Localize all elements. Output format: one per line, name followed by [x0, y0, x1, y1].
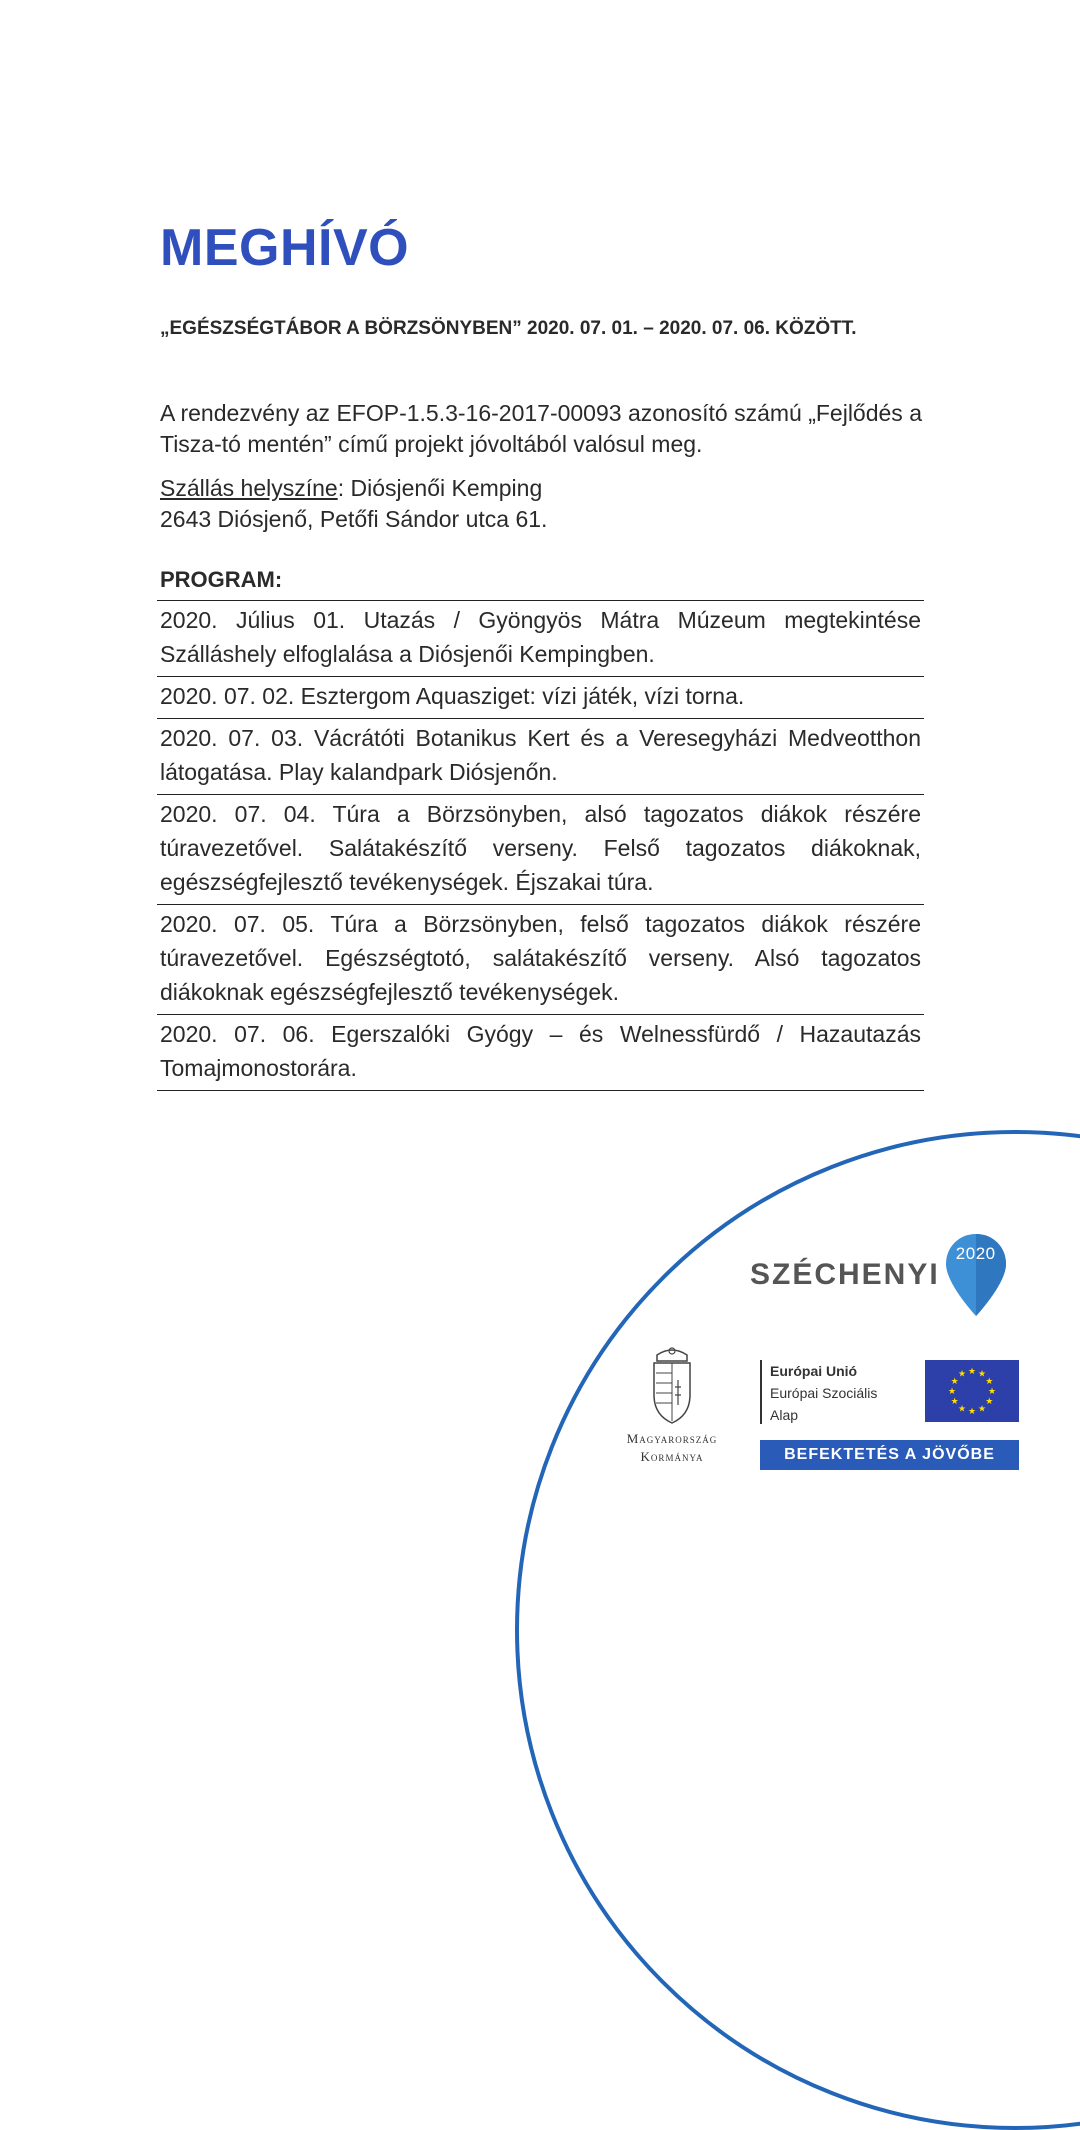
page-title: MEGHÍVÓ: [160, 219, 410, 277]
intro-paragraph: A rendezvény az EFOP-1.5.3-16-2017-00093 azonosító számú „Fejlődés a Tisza-tó mentén” című projekt jóvoltából valósul meg.: [160, 400, 922, 457]
program-row: 2020. Július 01. Utazás / Gyöngyös Mátra Múzeum megtekintése Szálláshely elfoglalása a Diósjenői Kempingben.: [157, 601, 924, 677]
program-table: [157, 600, 924, 1091]
eu-star-icon: ★: [967, 1406, 977, 1416]
eu-star-icon: ★: [947, 1386, 957, 1396]
eu-flag-icon: [925, 1360, 1019, 1422]
venue-label: Szállás helyszíne: [160, 475, 338, 501]
program-row: 2020. 07. 03. Vácrátóti Botanikus Kert és a Veresegyházi Medveotthon látogatása. Play kalandpark Diósjenőn.: [157, 719, 924, 795]
government-name-line1: Magyarország: [626, 1431, 718, 1446]
venue-block: [160, 473, 930, 535]
venue-name: : Diósjenői Kemping: [337, 475, 543, 501]
eu-line2: Európai Szociális: [770, 1385, 878, 1401]
program-row: 2020. 07. 04. Túra a Börzsönyben, alsó tagozatos diákok részére túravezetővel. Salátakészítő verseny. Felső tagozatos diákoknak, egészségfejlesztő tevékenységek. Éjszakai túra.: [157, 795, 924, 905]
pin-year: 2020: [955, 1244, 996, 1263]
eu-star-icon: ★: [985, 1396, 994, 1406]
eu-line1: Európai Unió: [770, 1363, 858, 1379]
eu-line3: Alap: [770, 1407, 799, 1423]
eu-star-icon: ★: [967, 1366, 977, 1376]
program-row: 2020. 07. 06. Egerszalóki Gyógy – és Welnessfürdő / Hazautazás Tomajmonostorára.: [157, 1015, 924, 1091]
eu-star-icon: ★: [950, 1396, 959, 1406]
government-logo: [612, 1345, 732, 1466]
szechenyi-text: SZÉCHENYI: [750, 1258, 940, 1291]
eu-star-icon: ★: [957, 1403, 967, 1414]
eu-star-icon: ★: [977, 1403, 987, 1414]
venue-address: 2643 Diósjenő, Petőfi Sándor utca 61.: [160, 506, 548, 532]
eu-star-icon: ★: [987, 1386, 997, 1396]
eu-star-icon: ★: [977, 1368, 987, 1379]
eu-text: [760, 1360, 920, 1424]
coat-of-arms-icon: [647, 1345, 697, 1425]
program-row: 2020. 07. 05. Túra a Börzsönyben, felső tagozatos diákok részére túravezetővel. Egészségtotó, salátakészítő verseny. Alsó tagozatos diákoknak egészségfejlesztő tevékenységek.: [157, 905, 924, 1015]
szechenyi-logo: [750, 1232, 1008, 1318]
location-pin-icon: [944, 1232, 1008, 1318]
eu-star-icon: ★: [985, 1376, 994, 1386]
eu-banner: BEFEKTETÉS A JÖVŐBE: [760, 1440, 1019, 1470]
eu-star-icon: ★: [957, 1368, 967, 1379]
program-row: 2020. 07. 02. Esztergom Aquasziget: vízi játék, vízi torna.: [157, 677, 924, 719]
venue-line: [160, 473, 930, 504]
government-name-line2: Kormánya: [640, 1449, 704, 1464]
event-subtitle: „EGÉSZSÉGTÁBOR A BÖRZSÖNYBEN” 2020. 07. 01. – 2020. 07. 06. KÖZÖTT.: [160, 318, 857, 339]
program-heading: PROGRAM:: [160, 567, 283, 592]
eu-star-icon: ★: [950, 1376, 959, 1386]
